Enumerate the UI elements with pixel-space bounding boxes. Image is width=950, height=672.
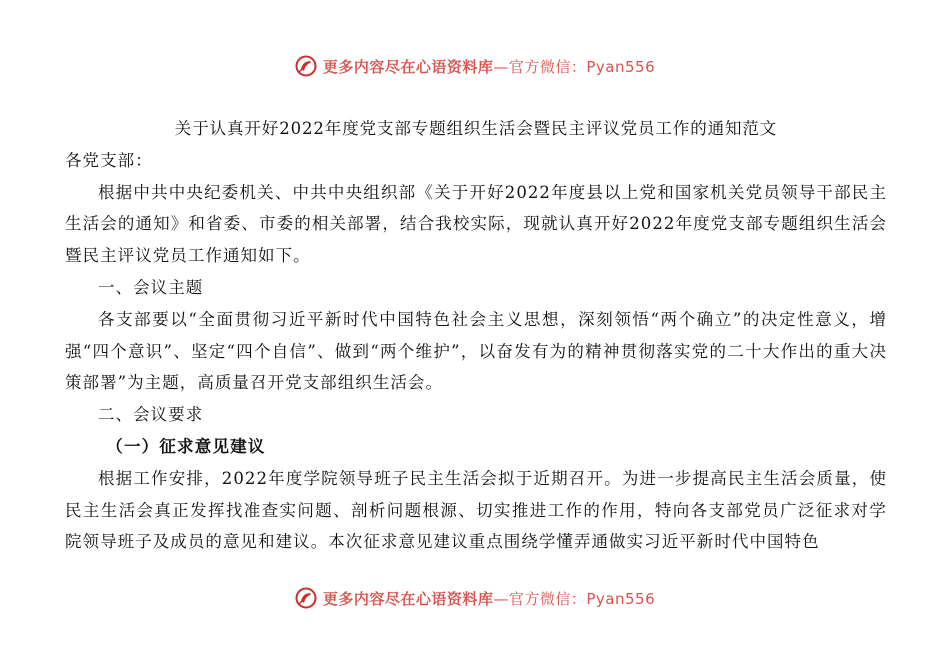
watermark-main-text: 更多内容尽在心语资料库 — [322, 589, 494, 608]
watermark-main-text: 更多内容尽在心语资料库 — [322, 57, 494, 76]
paragraph-intro: 根据中共中央纪委机关、中共中央组织部《关于开好2022年度县以上党和国家机关党员领导干部民主生活会的通知》和省委、市委的相关部署，结合我校实际，现就认真开好2022年度党支部专题组织生活会暨民主评议党员工作通知如下。 — [65, 182, 887, 266]
watermark-footer — [0, 583, 950, 613]
watermark-header — [0, 51, 950, 81]
salutation: 各党支部： — [65, 150, 153, 170]
document-title: 关于认真开好2022年度党支部专题组织生活会暨民主评议党员工作的通知范文 — [174, 119, 778, 138]
document-body — [65, 113, 887, 558]
section-heading-requirements: 二、会议要求 — [98, 405, 204, 425]
logo-icon — [295, 55, 317, 77]
logo-icon — [295, 587, 317, 609]
section-heading-theme: 一、会议主题 — [98, 277, 204, 297]
paragraph-theme: 各支部要以“全面贯彻习近平新时代中国特色社会主义思想，深刻领悟“两个确立”的决定性意义，增强“四个意识”、坚定“四个自信”、做到“两个维护”，以奋发有为的精神贯彻落实党的二十大作出的重大决策部署”为主题，高质量召开党支部组织生活会。 — [65, 309, 887, 393]
watermark-sub-text: —官方微信：Pyan556 — [493, 57, 656, 76]
paragraph-opinions: 根据工作安排，2022年度学院领导班子民主生活会拟于近期召开。为进一步提高民主生活会质量，使民主生活会真正发挥找准查实问题、剖析问题根源、切实推进工作的作用，特向各支部党员广泛征求对学院领导班子及成员的意见和建议。本次征求意见建议重点围绕学懂弄通做实习近平新时代中国特色 — [65, 468, 887, 552]
subsection-heading-opinions: （一）征求意见建议 — [106, 436, 266, 456]
watermark-sub-text: —官方微信：Pyan556 — [493, 589, 656, 608]
